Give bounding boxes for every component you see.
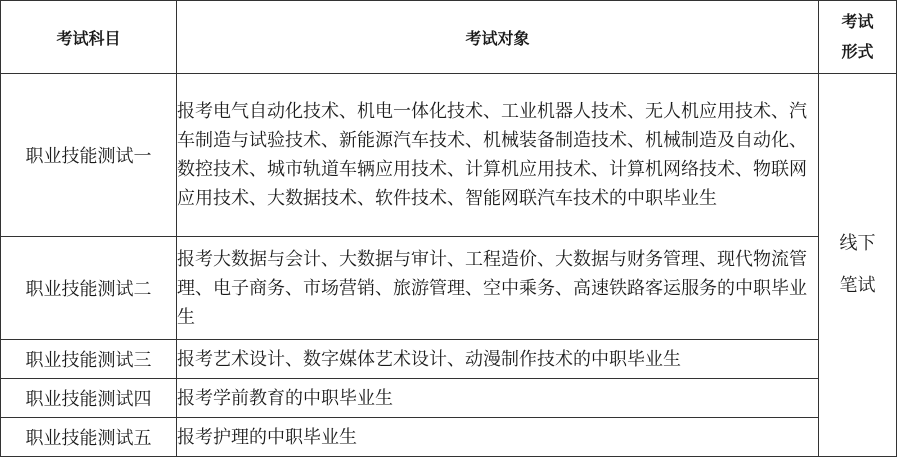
subject-cell: 职业技能测试一: [1, 74, 177, 237]
target-cell: 报考电气自动化技术、机电一体化技术、工业机器人技术、无人机应用技术、汽车制造与试验技术、新能源汽车技术、机械装备制造技术、机械制造及自动化、数控技术、城市轨道车辆应用技术、计算机应用技术、计算机网络技术、物联网应用技术、大数据技术、软件技术、智能网联汽车技术的中职毕业生: [177, 74, 819, 237]
header-mode-line1: 考试: [841, 12, 874, 31]
header-mode: [819, 1, 897, 74]
table-row: [1, 379, 897, 418]
mode-cell: [819, 74, 897, 457]
target-cell: 报考大数据与会计、大数据与审计、工程造价、大数据与财务管理、现代物流管理、电子商务、市场营销、旅游管理、空中乘务、高速铁路客运服务的中职毕业生: [177, 237, 819, 340]
subject-cell: 职业技能测试二: [1, 237, 177, 340]
subject-cell: 职业技能测试五: [1, 418, 177, 457]
target-cell: 报考学前教育的中职毕业生: [177, 379, 819, 418]
header-mode-line2: 形式: [841, 42, 874, 61]
header-target: 考试对象: [177, 1, 819, 74]
table-row: [1, 418, 897, 457]
table-row: [1, 340, 897, 379]
target-cell: 报考艺术设计、数字媒体艺术设计、动漫制作技术的中职毕业生: [177, 340, 819, 379]
header-subject: 考试科目: [1, 1, 177, 74]
subject-cell: 职业技能测试四: [1, 379, 177, 418]
mode-line2: 笔试: [839, 275, 876, 296]
mode-line1: 线下: [839, 233, 876, 254]
target-cell: 报考护理的中职毕业生: [177, 418, 819, 457]
header-row: [1, 1, 897, 74]
table-row: [1, 74, 897, 237]
subject-cell: 职业技能测试三: [1, 340, 177, 379]
table-row: [1, 237, 897, 340]
